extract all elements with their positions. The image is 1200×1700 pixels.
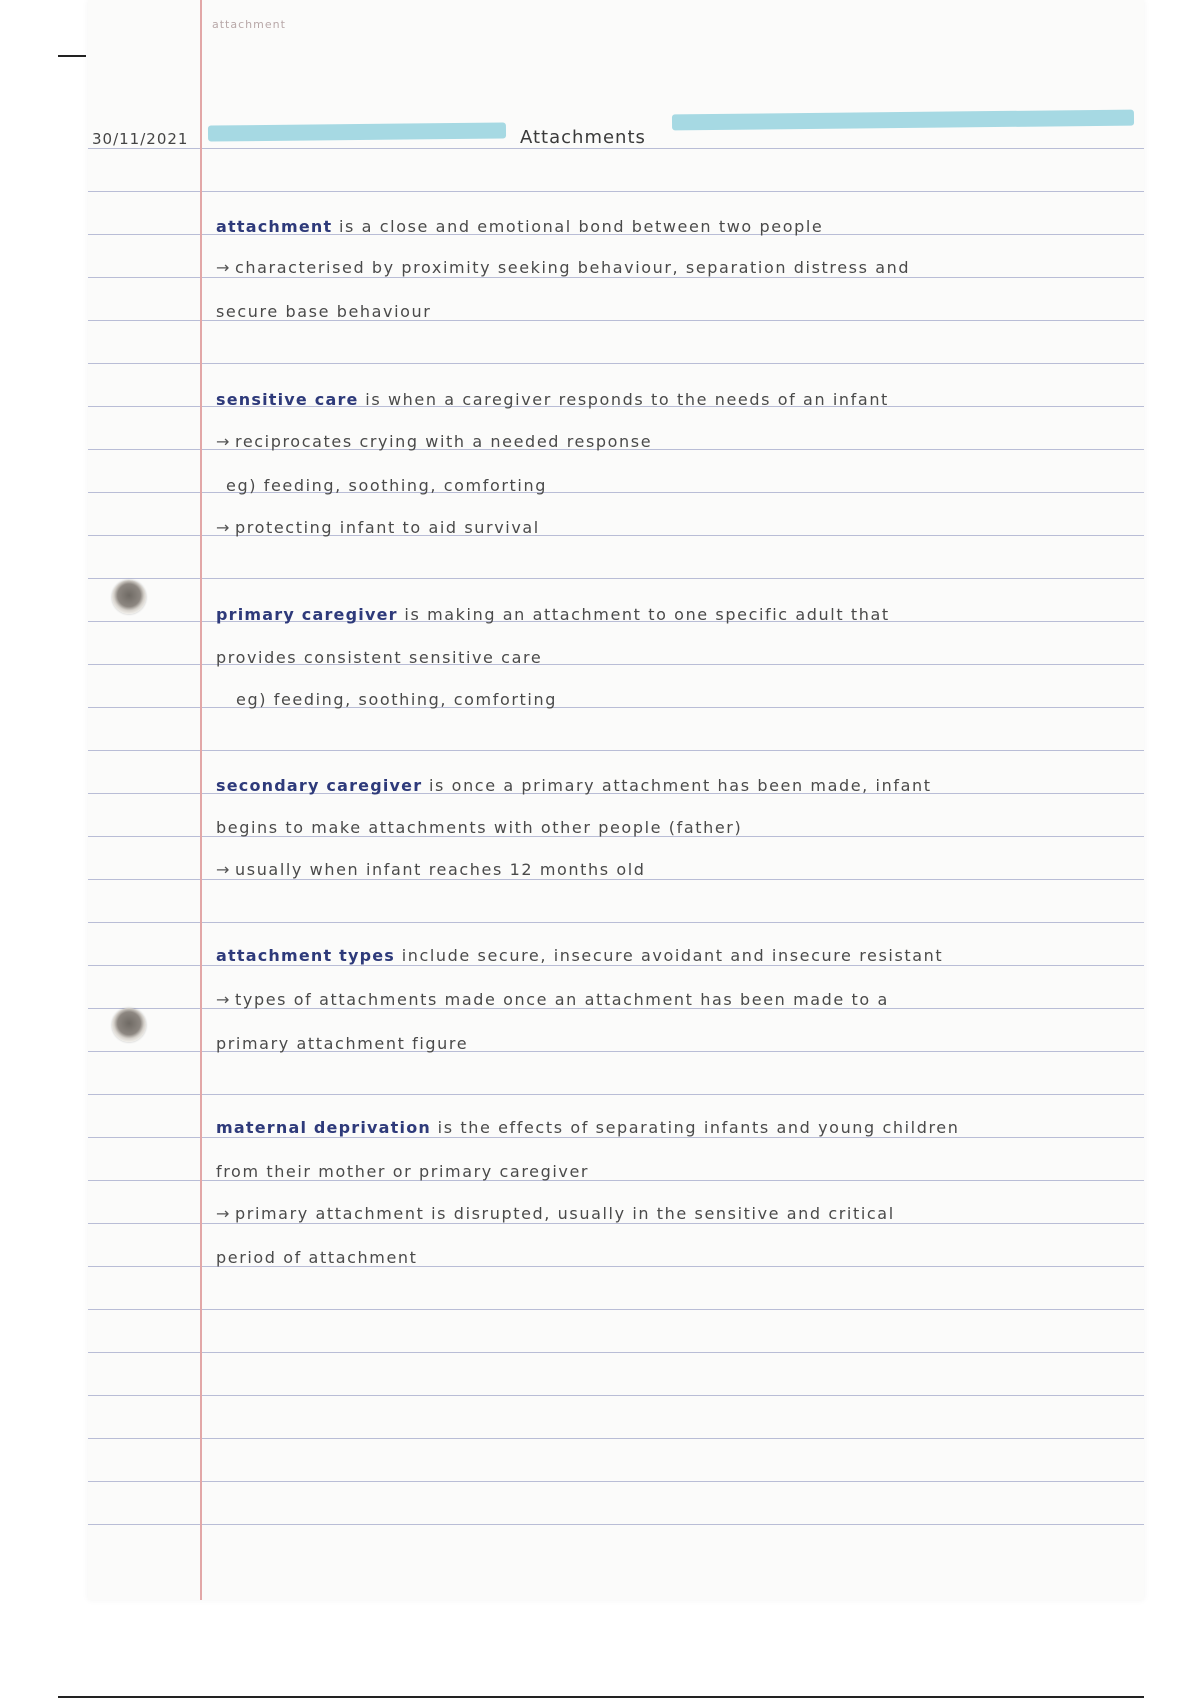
- note-line: [216, 1034, 1136, 1053]
- note-line: [236, 690, 1156, 709]
- ruled-line: [88, 1481, 1144, 1482]
- note-line: [216, 258, 1136, 277]
- term: secondary caregiver: [216, 776, 423, 795]
- ruled-line: [88, 1438, 1144, 1439]
- note-text: primary attachment figure: [216, 1034, 469, 1053]
- lined-paper-page: [88, 0, 1144, 1600]
- arrow-icon: →: [216, 860, 232, 879]
- note-text: eg) feeding, soothing, comforting: [226, 476, 547, 495]
- note-line: [216, 1248, 1136, 1267]
- note-text: usually when infant reaches 12 months old: [235, 860, 646, 879]
- arrow-icon: →: [216, 432, 232, 451]
- punch-hole-lower: [112, 1008, 146, 1042]
- note-line: [216, 1118, 1136, 1137]
- note-line: [216, 217, 1136, 236]
- note-line: [216, 302, 1136, 321]
- note-text: begins to make attachments with other people (father): [216, 818, 743, 837]
- note-text: is a close and emotional bond between two people: [332, 217, 824, 236]
- note-text: include secure, insecure avoidant and insecure resistant: [395, 946, 944, 965]
- note-text: reciprocates crying with a needed response: [235, 432, 653, 451]
- note-text: primary attachment is disrupted, usually in the sensitive and critical: [235, 1204, 895, 1223]
- arrow-icon: →: [216, 258, 232, 277]
- note-line: [216, 432, 1136, 451]
- ruled-line: [88, 750, 1144, 751]
- arrow-icon: →: [216, 1204, 232, 1223]
- ruled-line: [88, 1309, 1144, 1310]
- page-header-word: attachment: [212, 18, 286, 31]
- note-text: is making an attachment to one specific adult that: [397, 605, 890, 624]
- ruled-line: [88, 965, 1144, 966]
- ruled-line: [88, 277, 1144, 278]
- note-line: [216, 946, 1136, 965]
- ruled-line: [88, 148, 1144, 149]
- arrow-icon: →: [216, 518, 232, 537]
- page-title: Attachments: [520, 127, 646, 148]
- note-line: [226, 476, 1146, 495]
- note-text: provides consistent sensitive care: [216, 648, 543, 667]
- title-highlight-left: [208, 122, 506, 141]
- note-line: [216, 990, 1136, 1009]
- note-text: is the effects of separating infants and young children: [430, 1118, 960, 1137]
- ruled-line: [88, 191, 1144, 192]
- term: primary caregiver: [216, 605, 398, 624]
- note-line: [216, 605, 1136, 624]
- note-line: [216, 390, 1136, 409]
- ruled-line: [88, 1352, 1144, 1353]
- note-text: period of attachment: [216, 1248, 418, 1267]
- note-text: secure base behaviour: [216, 302, 432, 321]
- punch-hole-upper: [112, 580, 146, 614]
- ruled-lines: [88, 0, 1144, 1600]
- note-line: [216, 818, 1136, 837]
- term: sensitive care: [216, 390, 359, 409]
- term: maternal deprivation: [216, 1118, 431, 1137]
- page-date: 30/11/2021: [92, 130, 189, 148]
- ruled-line: [88, 1137, 1144, 1138]
- ruled-line: [88, 1223, 1144, 1224]
- note-line: [216, 518, 1136, 537]
- note-text: types of attachments made once an attachment has been made to a: [235, 990, 889, 1009]
- ruled-line: [88, 879, 1144, 880]
- term: attachment: [216, 217, 333, 236]
- note-text: eg) feeding, soothing, comforting: [236, 690, 557, 709]
- corner-dash-mark: [58, 55, 86, 57]
- note-text: characterised by proximity seeking behaviour, separation distress and: [235, 258, 911, 277]
- note-text: protecting infant to aid survival: [235, 518, 540, 537]
- ruled-line: [88, 1094, 1144, 1095]
- ruled-line: [88, 363, 1144, 364]
- note-text: from their mother or primary caregiver: [216, 1162, 590, 1181]
- note-text: is when a caregiver responds to the needs of an infant: [358, 390, 889, 409]
- note-line: [216, 776, 1136, 795]
- term: attachment types: [216, 946, 396, 965]
- margin-line: [200, 0, 202, 1600]
- note-line: [216, 860, 1136, 879]
- note-text: is once a primary attachment has been made, infant: [422, 776, 932, 795]
- arrow-icon: →: [216, 990, 232, 1009]
- ruled-line: [88, 578, 1144, 579]
- note-line: [216, 1162, 1136, 1181]
- ruled-line: [88, 922, 1144, 923]
- note-line: [216, 1204, 1136, 1223]
- page-bottom-rule: [58, 1696, 1144, 1698]
- note-line: [216, 648, 1136, 667]
- ruled-line: [88, 1395, 1144, 1396]
- ruled-line: [88, 1524, 1144, 1525]
